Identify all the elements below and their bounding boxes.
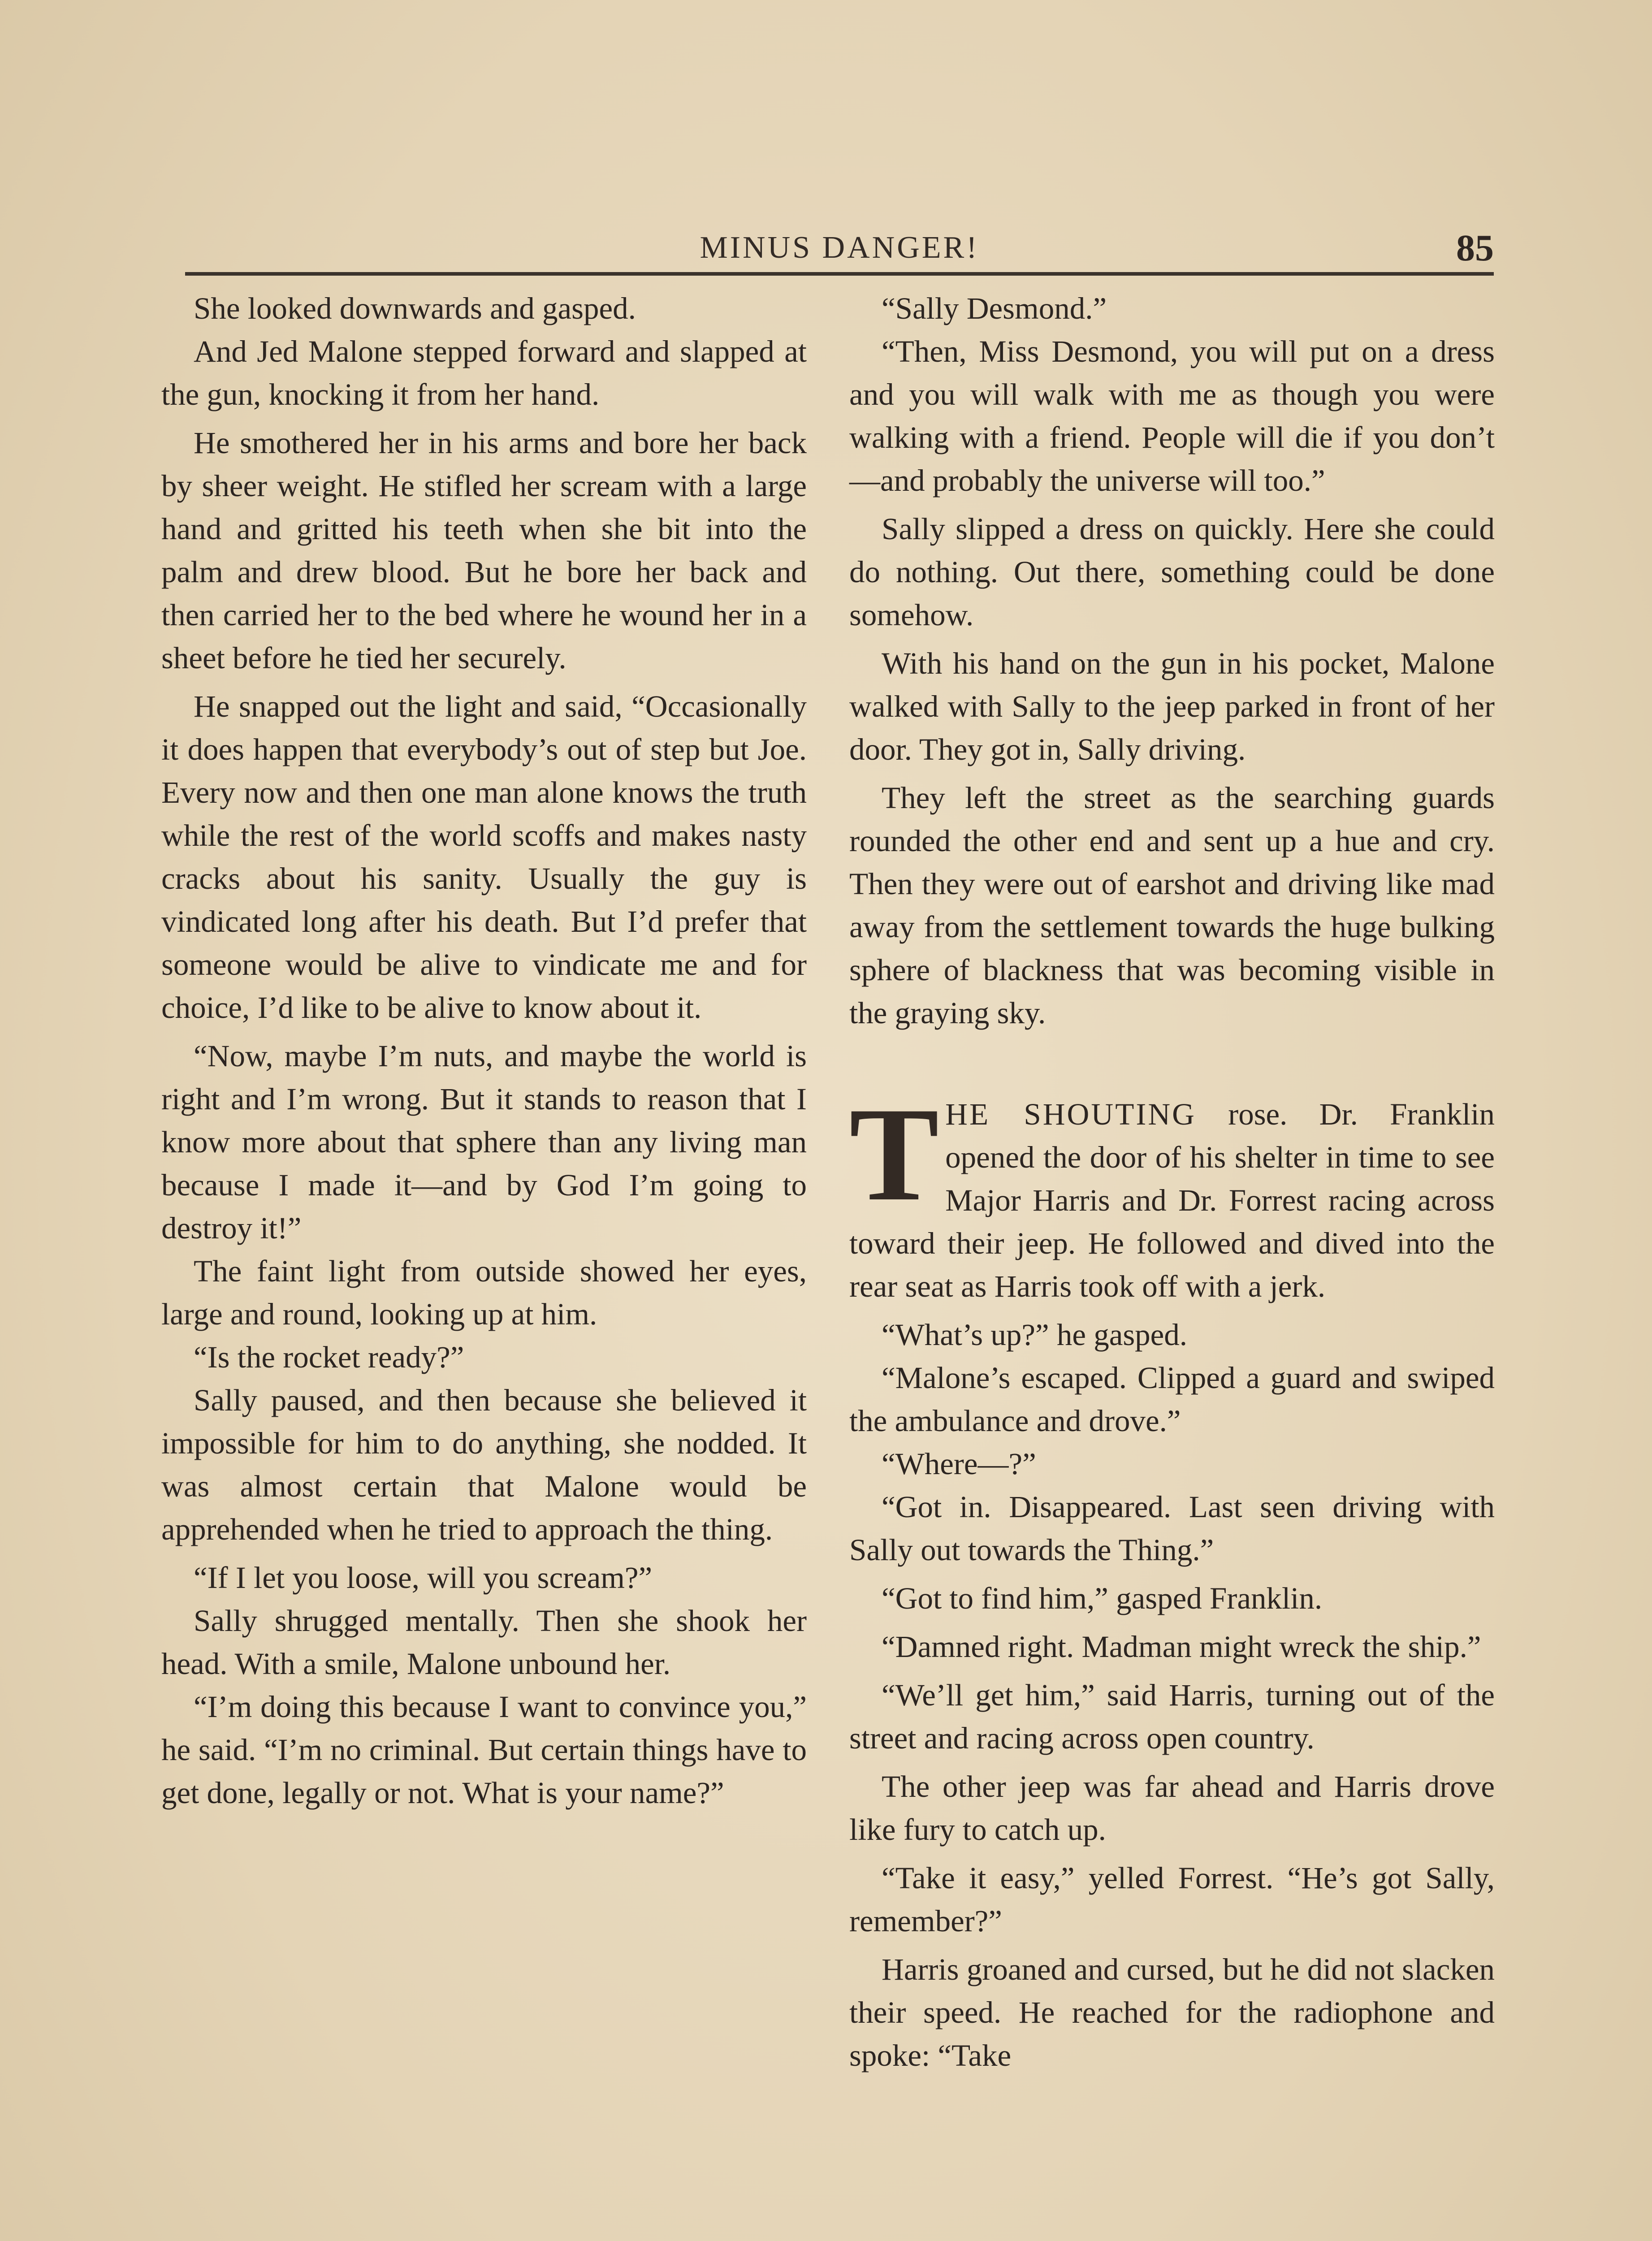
paragraph: Sally paused, and then because she believed it impossible for him to do anything, she nodded. It was almost certain that Malone would be apprehended when he tried to approach the thing. bbox=[161, 1383, 807, 1546]
page-header bbox=[185, 226, 1494, 273]
paragraph: “I’m doing this because I want to convince you,” he said. “I’m no criminal. But certain things have to get done, legally or not. What is your name?” bbox=[161, 1690, 807, 1810]
running-head: MINUS DANGER! bbox=[700, 230, 979, 265]
paragraph: Sally shrugged mentally. Then she shook her head. With a smile, Malone unbound her. bbox=[161, 1604, 807, 1681]
paragraph: The other jeep was far ahead and Harris drove like fury to catch up. bbox=[849, 1769, 1495, 1847]
paragraph: He smothered her in his arms and bore her back by sheer weight. He stifled her scream with a large hand and gritted his teeth when she bit into the palm and drew blood. But he bore her back and then carried her to the bed where he wound her in a sheet before he tied her securely. bbox=[161, 426, 807, 675]
paragraph: “Got to find him,” gasped Franklin. bbox=[882, 1581, 1323, 1615]
left-column bbox=[161, 287, 807, 1814]
paragraph: “Then, Miss Desmond, you will put on a dress and you will walk with me as though you were walking with a friend. People will die if you don’t—and probably the universe will too.” bbox=[849, 334, 1495, 498]
opening-text: rose. Dr. Franklin opened the door of his shelter in time to see Major Harris and Dr. Forrest racing across toward their jeep. He followed and dived into the rear seat as Harris took off with a jerk. bbox=[849, 1097, 1495, 1303]
paragraph: “Damned right. Madman might wreck the ship.” bbox=[882, 1630, 1481, 1664]
paragraph: “Take it easy,” yelled Forrest. “He’s got Sally, remember?” bbox=[849, 1861, 1495, 1938]
paragraph: “What’s up?” he gasped. bbox=[882, 1318, 1188, 1352]
paragraph: With his hand on the gun in his pocket, Malone walked with Sally to the jeep parked in front of her door. They got in, Sally driving. bbox=[849, 646, 1495, 766]
paragraph: “Is the rocket ready?” bbox=[194, 1340, 464, 1374]
paragraph: They left the street as the searching guards rounded the other end and sent up a hue and cry. Then they were out of earshot and driving like mad away from the settlement towards the huge bulking sphere of blackness that was becoming visible in the graying sky. bbox=[849, 781, 1495, 1030]
paragraph: Sally slipped a dress on quickly. Here she could do nothing. Out there, something could be done somehow. bbox=[849, 512, 1495, 632]
paragraph: “If I let you loose, will you scream?” bbox=[194, 1561, 653, 1595]
section-opening-paragraph bbox=[849, 1080, 1495, 1308]
paragraph: Harris groaned and cursed, but he did not slacken their speed. He reached for the radiophone and spoke: “Take bbox=[849, 1952, 1495, 2072]
right-column bbox=[849, 287, 1495, 2077]
paragraph: “Sally Desmond.” bbox=[882, 291, 1107, 325]
paragraph: “Malone’s escaped. Clipped a guard and swiped the ambulance and drove.” bbox=[849, 1361, 1495, 1438]
paragraph: “Now, maybe I’m nuts, and maybe the world is right and I’m wrong. But it stands to reason that I know more about that sphere than any living man because I made it—and by God I’m going to destroy it!” bbox=[161, 1039, 807, 1245]
page-number: 85 bbox=[1456, 227, 1494, 269]
paragraph: The faint light from outside showed her eyes, large and round, looking up at him. bbox=[161, 1254, 807, 1331]
paragraph: He snapped out the light and said, “Occasionally it does happen that everybody’s out of step but Joe. Every now and then one man alone knows the truth while the rest of the world scoffs and makes nasty cracks about his sanity. Usually the guy is vindicated long after his death. But I’d prefer that someone would be alive to vindicate me and for choice, I’d like to be alive to know about it. bbox=[161, 689, 807, 1025]
paragraph: “Got in. Disappeared. Last seen driving with Sally out towards the Thing.” bbox=[849, 1490, 1495, 1567]
paragraph: And Jed Malone stepped forward and slapped at the gun, knocking it from her hand. bbox=[161, 334, 807, 411]
drop-cap: T bbox=[849, 1080, 939, 1229]
header-rule bbox=[185, 272, 1494, 276]
opening-caps: HE SHOUTING bbox=[945, 1097, 1196, 1131]
paragraph: She looked downwards and gasped. bbox=[194, 291, 636, 325]
paragraph: “We’ll get him,” said Harris, turning out of the street and racing across open country. bbox=[849, 1678, 1495, 1755]
paragraph: “Where—?” bbox=[882, 1447, 1036, 1481]
